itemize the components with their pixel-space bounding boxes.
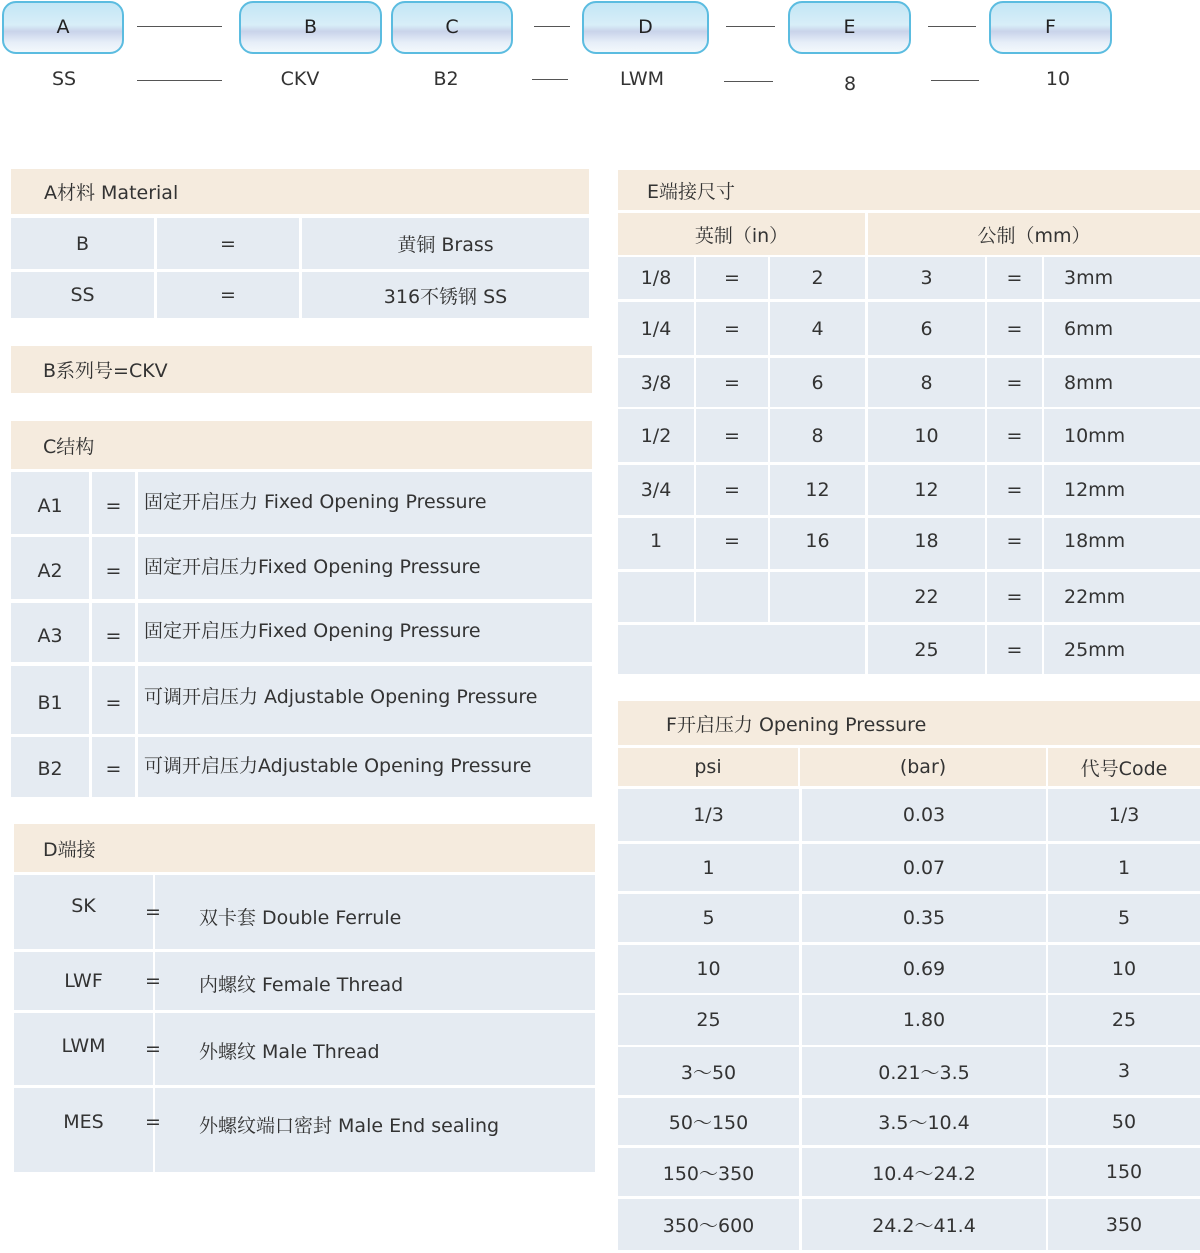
structure-code: A1 — [11, 472, 89, 534]
inch-size: 1/2 — [618, 409, 694, 462]
mm-code: 12mm — [1044, 465, 1200, 515]
connection-code: LWM — [14, 1013, 153, 1085]
mm-code: 10mm — [1044, 409, 1200, 462]
equals-sign: = — [92, 537, 135, 599]
divider-dash — [928, 26, 976, 27]
structure-code: A3 — [11, 603, 89, 662]
equals-sign: = — [92, 666, 135, 734]
pill-letter: B — [303, 16, 318, 38]
pressure-code: 150 — [1048, 1148, 1200, 1196]
mm-size: 25 — [868, 625, 985, 674]
bar-value: 1.80 — [802, 995, 1046, 1045]
pressure-code: 350 — [1048, 1199, 1200, 1250]
structure-desc: 固定开启压力Fixed Opening Pressure — [138, 603, 592, 662]
connection-desc-cell — [145, 875, 595, 949]
equals-sign: = — [145, 970, 161, 992]
structure-code: A2 — [11, 537, 89, 599]
header-code: 代号Code — [1048, 748, 1200, 786]
mm-code: 25mm — [1044, 625, 1200, 674]
bar-value: 24.2～41.4 — [802, 1199, 1046, 1250]
equals-sign: = — [696, 465, 768, 515]
equals-sign: = — [987, 257, 1042, 299]
material-code: SS — [11, 272, 154, 318]
equals-sign: = — [696, 518, 768, 569]
connection-code: MES — [14, 1088, 153, 1172]
pressure-code: 1 — [1048, 844, 1200, 891]
header-psi: psi — [618, 748, 798, 786]
connection-code: LWF — [14, 952, 153, 1010]
psi-value: 350～600 — [618, 1199, 799, 1250]
metric-header: 公制（mm） — [868, 213, 1200, 255]
psi-value: 50～150 — [618, 1098, 799, 1145]
pressure-code: 10 — [1048, 945, 1200, 993]
divider-dash — [724, 81, 773, 82]
equals-sign: = — [696, 358, 768, 407]
equals-sign: = — [92, 603, 135, 662]
structure-desc: 固定开启压力Fixed Opening Pressure — [138, 537, 592, 599]
bar-value: 0.03 — [802, 789, 1046, 841]
psi-value: 10 — [618, 945, 799, 993]
code-value-a: SS — [51, 68, 77, 90]
header-bar: (bar) — [800, 748, 1046, 786]
inch-size-empty — [618, 625, 865, 674]
bar-value: 3.5～10.4 — [802, 1098, 1046, 1145]
equals-sign: = — [987, 302, 1042, 355]
section-title: D端接 — [14, 824, 595, 872]
section-title: F开启压力 Opening Pressure — [618, 701, 1200, 745]
equals-sign — [696, 572, 768, 622]
inch-size: 3/4 — [618, 465, 694, 515]
code-value-d: LWM — [619, 68, 665, 90]
section-series: B系列号=CKV — [11, 346, 592, 393]
psi-value: 5 — [618, 894, 799, 942]
bar-value: 0.69 — [802, 945, 1046, 993]
mm-size: 3 — [868, 257, 985, 299]
connection-code: SK — [14, 875, 153, 949]
pressure-code: 25 — [1048, 995, 1200, 1045]
bar-value: 10.4～24.2 — [802, 1148, 1046, 1196]
equals-sign: = — [696, 257, 768, 299]
equals-sign: = — [696, 302, 768, 355]
equals-sign: = — [145, 1038, 161, 1060]
structure-desc: 可调开启压力 Adjustable Opening Pressure — [138, 666, 592, 734]
inch-code: 12 — [770, 465, 865, 515]
bar-value: 0.07 — [802, 844, 1046, 891]
code-value-e: 8 — [843, 73, 857, 95]
section-title: C结构 — [11, 421, 592, 469]
inch-size: 3/8 — [618, 358, 694, 407]
mm-size: 12 — [868, 465, 985, 515]
equals-sign: = — [92, 472, 135, 534]
connection-desc-cell — [145, 1013, 595, 1085]
equals-sign: = — [145, 1111, 161, 1133]
inch-size: 1/8 — [618, 257, 694, 299]
mm-code: 18mm — [1044, 518, 1200, 569]
code-value-f: 10 — [1045, 68, 1071, 90]
psi-value: 3～50 — [618, 1047, 799, 1095]
mm-code: 3mm — [1044, 257, 1200, 299]
section-title: E端接尺寸 — [618, 170, 1200, 210]
mm-size: 8 — [868, 358, 985, 407]
pressure-code: 1/3 — [1048, 789, 1200, 841]
code-pill-d — [582, 1, 709, 54]
code-pill-c — [391, 1, 513, 54]
connection-desc-cell — [145, 952, 595, 1010]
divider-dash — [931, 80, 979, 81]
structure-code: B1 — [11, 666, 89, 734]
equals-sign: = — [987, 409, 1042, 462]
equals-sign: = — [987, 625, 1042, 674]
equals-sign: = — [157, 272, 299, 318]
pressure-code: 50 — [1048, 1098, 1200, 1145]
mm-size: 18 — [868, 518, 985, 569]
structure-desc: 可调开启压力Adjustable Opening Pressure — [138, 737, 592, 797]
equals-sign: = — [987, 465, 1042, 515]
mm-size: 10 — [868, 409, 985, 462]
inch-size: 1/4 — [618, 302, 694, 355]
inch-size: 1 — [618, 518, 694, 569]
psi-value: 150～350 — [618, 1148, 799, 1196]
pill-letter: C — [445, 16, 459, 38]
mm-code: 8mm — [1044, 358, 1200, 407]
pill-letter: D — [638, 16, 653, 38]
mm-size: 22 — [868, 572, 985, 622]
bar-value: 0.21～3.5 — [802, 1047, 1046, 1095]
inch-code: 4 — [770, 302, 865, 355]
code-pill-f — [989, 1, 1112, 54]
connection-desc-cell — [145, 1088, 595, 1172]
divider-dash — [534, 26, 570, 27]
equals-sign: = — [987, 572, 1042, 622]
pressure-code: 3 — [1048, 1047, 1200, 1095]
pill-letter: E — [843, 16, 856, 38]
connection-desc: 双卡套 Double Ferrule — [199, 906, 402, 929]
mm-size: 6 — [868, 302, 985, 355]
bar-value: 0.35 — [802, 894, 1046, 942]
connection-desc: 内螺纹 Female Thread — [199, 973, 404, 996]
inch-size — [618, 572, 694, 622]
mm-code: 6mm — [1044, 302, 1200, 355]
structure-desc: 固定开启压力 Fixed Opening Pressure — [138, 472, 592, 534]
inch-code — [770, 572, 865, 622]
inch-code: 8 — [770, 409, 865, 462]
code-value-c: B2 — [433, 68, 459, 90]
psi-value: 1/3 — [618, 789, 799, 841]
equals-sign: = — [696, 409, 768, 462]
equals-sign: = — [157, 218, 299, 269]
code-pill-b — [239, 1, 382, 54]
psi-value: 1 — [618, 844, 799, 891]
mm-code: 22mm — [1044, 572, 1200, 622]
divider-dash — [726, 26, 775, 27]
material-code: B — [11, 218, 154, 269]
material-desc: 316不锈钢 SS — [302, 272, 589, 318]
material-desc: 黄铜 Brass — [302, 218, 589, 269]
connection-desc: 外螺纹端口密封 Male End sealing — [199, 1114, 500, 1137]
equals-sign: = — [987, 518, 1042, 569]
pill-letter: F — [1045, 16, 1056, 38]
pill-letter: A — [56, 16, 70, 38]
equals-sign: = — [92, 737, 135, 797]
section-title: A材料 Material — [11, 169, 589, 214]
code-pill-a — [2, 1, 124, 54]
divider-dash — [532, 79, 568, 80]
connection-desc: 外螺纹 Male Thread — [199, 1040, 380, 1063]
pressure-code: 5 — [1048, 894, 1200, 942]
code-value-b: CKV — [280, 68, 320, 90]
divider-dash — [137, 80, 222, 81]
psi-value: 25 — [618, 995, 799, 1045]
structure-code: B2 — [11, 737, 89, 797]
equals-sign: = — [145, 901, 161, 923]
inch-code: 6 — [770, 358, 865, 407]
inch-code: 16 — [770, 518, 865, 569]
code-pill-e — [788, 1, 911, 54]
imperial-header: 英制（in） — [618, 213, 865, 255]
inch-code: 2 — [770, 257, 865, 299]
divider-dash — [137, 26, 222, 27]
equals-sign: = — [987, 358, 1042, 407]
